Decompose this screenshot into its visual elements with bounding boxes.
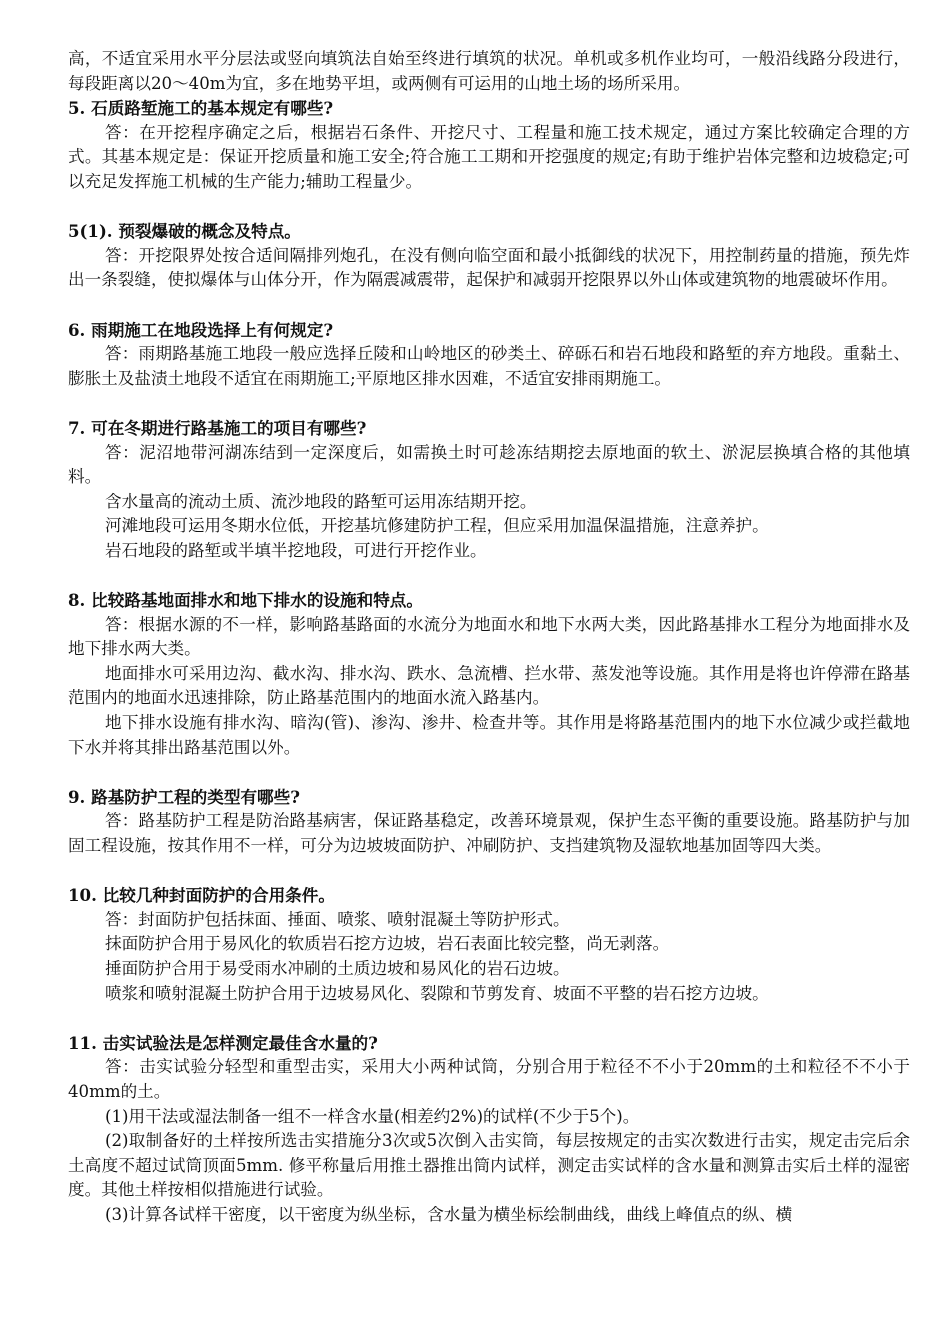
- answer-paragraph: 答：封面防护包括抹面、捶面、喷浆、喷射混凝土等防护形式。: [105, 909, 570, 929]
- answer-paragraph: (2)取制备好的土样按所选击实措施分3次或5次倒入击实筒，每层按规定的击实次数进行击实，规定击完后余土高度不超过试筒顶面5mm. 修平称量后用推土器推出筒内试样，测定击实试样的含水量和测算击实后土样的湿密度。其他土样按相似措施进行试验。: [68, 1131, 910, 1200]
- section-title: 11. 击实试验法是怎样测定最佳含水量的?: [68, 1032, 378, 1053]
- section-title: 9. 路基防护工程的类型有哪些?: [68, 786, 300, 807]
- answer-paragraph: 答：击实试验分轻型和重型击实，采用大小两种试筒，分别合用于粒径不不小于20mm的土和粒径不不小于40mm的土。: [68, 1057, 910, 1101]
- document-page: [68, 47, 910, 1228]
- section-title: 6. 雨期施工在地段选择上有何规定?: [68, 319, 334, 340]
- answer-paragraph: 地下排水设施有排水沟、暗沟(管)、渗沟、渗井、检查井等。其作用是将路基范围内的地下水位减少或拦截地下水并将其排出路基范围以外。: [68, 713, 910, 757]
- answer-paragraph: 抹面防护合用于易风化的软质岩石挖方边坡，岩石表面比较完整，尚无剥落。: [105, 934, 670, 954]
- answer-paragraph: 答：根据水源的不一样，影响路基路面的水流分为地面水和地下水两大类，因此路基排水工程分为地面排水及地下排水两大类。: [68, 614, 910, 659]
- section-title: 10. 比较几种封面防护的合用条件。: [68, 885, 335, 906]
- spacer: [68, 195, 910, 220]
- spacer: [68, 760, 910, 785]
- answer-paragraph: 喷浆和喷射混凝土防护合用于边坡易风化、裂隙和节剪发育、坡面不平整的岩石挖方边坡。: [105, 983, 769, 1003]
- answer-paragraph: (1)用干法或湿法制备一组不一样含水量(相差约2%)的试样(不少于5个)。: [105, 1106, 640, 1126]
- intro-paragraph: 高，不适宜采用水平分层法或竖向填筑法自始至终进行填筑的状况。单机或多机作业均可，一般沿线路分段进行，每段距离以20～40m为宜，多在地势平坦，或两侧有可运用的山地土场的场所采用。: [68, 49, 910, 93]
- section-title: 7. 可在冬期进行路基施工的项目有哪些?: [68, 417, 367, 438]
- answer-paragraph: 答：在开挖程序确定之后，根据岩石条件、开挖尺寸、工程量和施工技术规定，通过方案比较确定合理的方式。其基本规定是：保证开挖质量和施工安全;符合施工工期和开挖强度的规定;有助于维护岩体完整和边坡稳定;可以充足发挥施工机械的生产能力;辅助工程量少。: [68, 122, 910, 191]
- answer-paragraph: 地面排水可采用边沟、截水沟、排水沟、跌水、急流槽、拦水带、蒸发池等设施。其作用是将也许停滞在路基范围内的地面水迅速排除，防止路基范围内的地面水流入路基内。: [68, 663, 910, 708]
- spacer: [68, 1006, 910, 1031]
- answer-paragraph: 答：开挖限界处按合适间隔排列炮孔，在没有侧向临空面和最小抵御线的状况下，用控制药量的措施，预先炸出一条裂缝，使拟爆体与山体分开，作为隔震减震带，起保护和减弱开挖限界以外山体或建筑物的地震破坏作用。: [68, 245, 910, 290]
- answer-paragraph: 河滩地段可运用冬期水位低，开挖基坑修建防护工程，但应采用加温保温措施，注意养护。: [105, 516, 769, 536]
- section-title: 5. 石质路堑施工的基本规定有哪些?: [68, 98, 334, 119]
- section-title: 8. 比较路基地面排水和地下排水的设施和特点。: [68, 590, 423, 611]
- answer-paragraph: 答：泥沼地带河湖冻结到一定深度后，如需换土时可趁冻结期挖去原地面的软土、淤泥层换填合格的其他填料。: [68, 442, 910, 487]
- answer-paragraph: (3)计算各试样干密度，以干密度为纵坐标，含水量为横坐标绘制曲线，曲线上峰值点的纵、横: [105, 1204, 793, 1224]
- spacer: [68, 391, 910, 416]
- answer-paragraph: 答：雨期路基施工地段一般应选择丘陵和山岭地区的砂类土、碎砾石和岩石地段和路堑的弃方地段。重黏土、膨胀土及盐渍土地段不适宜在雨期施工;平原地区排水因难，不适宜安排雨期施工。: [68, 344, 910, 388]
- spacer: [68, 293, 910, 318]
- answer-paragraph: 含水量高的流动土质、流沙地段的路堑可运用冻结期开挖。: [105, 491, 537, 511]
- answer-paragraph: 岩石地段的路堑或半填半挖地段，可进行开挖作业。: [105, 540, 487, 560]
- section-title: 5(1). 预裂爆破的概念及特点。: [68, 221, 301, 242]
- answer-paragraph: 答：路基防护工程是防治路基病害，保证路基稳定，改善环境景观，保护生态平衡的重要设施。路基防护与加固工程设施，按其作用不一样，可分为边坡坡面防护、冲刷防护、支挡建筑物及湿软地基加固等四大类。: [68, 811, 910, 855]
- spacer: [68, 859, 910, 884]
- spacer: [68, 563, 910, 588]
- answer-paragraph: 捶面防护合用于易受雨水冲刷的土质边坡和易风化的岩石边坡。: [105, 958, 570, 978]
